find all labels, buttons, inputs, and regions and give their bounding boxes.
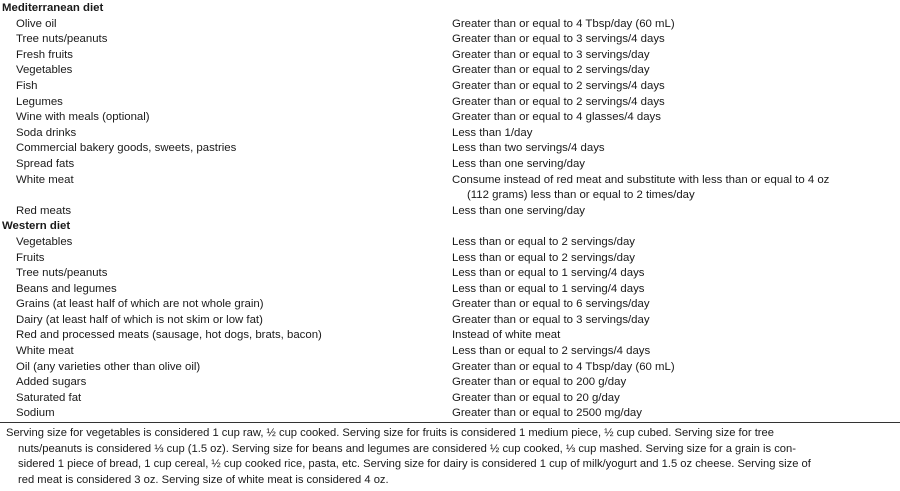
table-row [0,313,900,329]
recommendation-continuation: (112 grams) less than or equal to 2 times/day [467,189,695,202]
food-item: Legumes [16,95,63,108]
table-row [0,282,900,298]
recommendation: Less than one serving/day [452,157,585,170]
food-item: Spread fats [16,157,75,170]
recommendation: Less than or equal to 2 servings/4 days [452,345,651,358]
food-item: Saturated fat [16,391,82,404]
table-row [0,79,900,95]
food-item: Olive oil [16,17,57,30]
table-row [0,63,900,79]
recommendation: Greater than or equal to 2 servings/day [452,64,650,77]
recommendation: Greater than or equal to 4 Tbsp/day (60 mL) [452,17,675,30]
table-row [0,328,900,344]
recommendation: Greater than or equal to 20 g/day [452,391,620,404]
table-row [0,32,900,48]
food-item: White meat [16,173,74,186]
table-row [0,141,900,157]
recommendation: Less than or equal to 2 servings/day [452,235,635,248]
recommendation: Greater than or equal to 2 servings/4 days [452,95,665,108]
section-header [0,219,900,235]
food-item: Wine with meals (optional) [16,111,150,124]
food-item: Commercial bakery goods, sweets, pastries [16,142,237,155]
footnote-line: red meat is considered 3 oz. Serving size of white meat is considered 4 oz. [18,473,389,486]
table-row [0,251,900,267]
food-item: Red and processed meats (sausage, hot dogs, brats, bacon) [16,329,322,342]
table-row [0,360,900,376]
table-row [0,375,900,391]
food-item: Red meats [16,204,72,217]
table-row [0,17,900,33]
recommendation: Less than or equal to 1 serving/4 days [452,282,645,295]
food-item: Added sugars [16,376,87,389]
food-item: Grains (at least half of which are not whole grain) [16,298,264,311]
recommendation: Greater than or equal to 4 Tbsp/day (60 mL) [452,360,675,373]
food-item: Dairy (at least half of which is not skim or low fat) [16,313,263,326]
recommendation: Greater than or equal to 3 servings/4 days [452,33,665,46]
food-item: Tree nuts/peanuts [16,33,108,46]
recommendation: Greater than or equal to 2500 mg/day [452,407,642,420]
footnote [6,426,896,488]
food-item: Soda drinks [16,126,77,139]
food-item: Vegetables [16,235,73,248]
food-item: Beans and legumes [16,282,117,295]
recommendation: Greater than or equal to 4 glasses/4 days [452,111,661,124]
food-item: Oil (any varieties other than olive oil) [16,360,201,373]
food-item: Tree nuts/peanuts [16,267,108,280]
table-row [0,266,900,282]
section-title: Mediterranean diet [2,2,104,14]
table-row [0,406,900,422]
recommendation: Less than or equal to 2 servings/day [452,251,635,264]
recommendation: Instead of white meat [452,329,561,342]
table-row [0,110,900,126]
table-bottom-rule [0,422,900,423]
food-item: Vegetables [16,64,73,77]
table-row [0,204,900,220]
food-item: White meat [16,345,74,358]
recommendation: Less than 1/day [452,126,533,139]
recommendation: Less than two servings/4 days [452,142,605,155]
table-row [0,157,900,173]
recommendation: Greater than or equal to 200 g/day [452,376,627,389]
table-row [0,126,900,142]
recommendation: Less than one serving/day [452,204,585,217]
table-row [0,297,900,313]
section-title: Western diet [2,220,71,233]
table-row [0,48,900,64]
table-row [0,235,900,251]
footnote-line: sidered 1 piece of bread, 1 cup cereal, ½ cup cooked rice, pasta, etc. Serving size for dairy is considered 1 cup of milk/yogurt and 1.5 oz cheese. Serving size of [18,458,811,470]
table-row [0,95,900,111]
food-item: Fresh fruits [16,48,73,61]
food-item: Fruits [16,251,45,264]
recommendation-line: Consume instead of red meat and substitute with less than or equal to 4 oz [452,173,830,186]
table-row [0,391,900,407]
food-item: Sodium [16,407,55,420]
footnote-line: nuts/peanuts is considered ⅓ cup (1.5 oz). Serving size for beans and legumes are considered ½ cup cooked, ⅓ cup mashed. Serving size for a grain is con- [18,442,796,455]
footnote-line: Serving size for vegetables is considered 1 cup raw, ½ cup cooked. Serving size for fruits is considered 1 medium piece, ½ cup cubed. Serving size for tree [6,427,774,439]
recommendation: Greater than or equal to 3 servings/day [452,48,650,61]
recommendation [452,173,892,204]
table-row [0,173,900,204]
food-item: Fish [16,79,38,92]
recommendation: Less than or equal to 1 serving/4 days [452,267,645,280]
recommendation: Greater than or equal to 3 servings/day [452,313,650,326]
table-row [0,344,900,360]
section-header [0,1,900,17]
recommendation: Greater than or equal to 2 servings/4 days [452,79,665,92]
recommendation: Greater than or equal to 6 servings/day [452,298,650,311]
